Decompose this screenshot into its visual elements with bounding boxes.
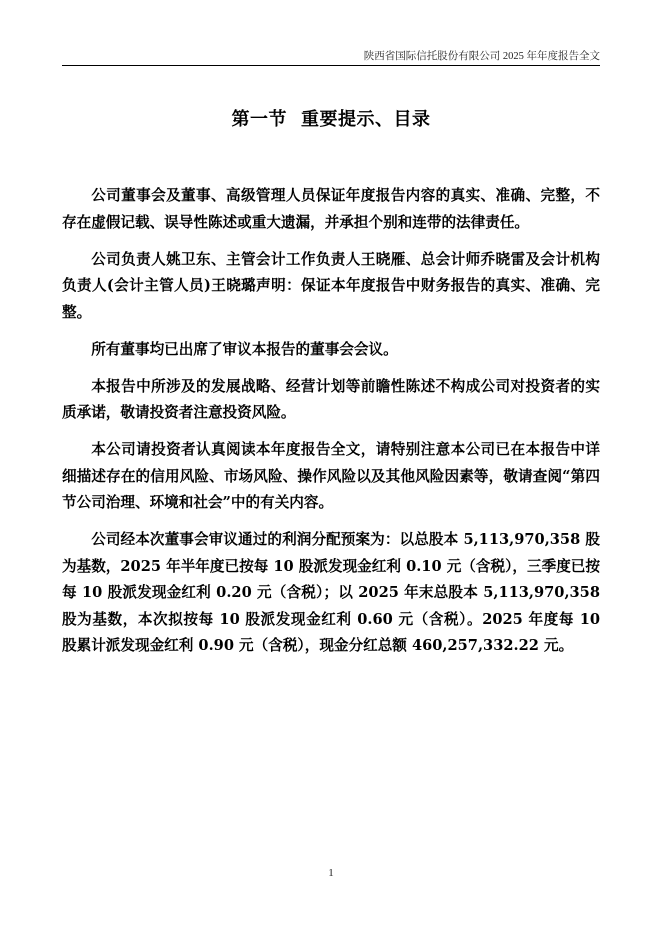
paragraph-officer-statement: 公司负责人姚卫东、主管会计工作负责人王晓雁、总会计师乔晓雷及会计机构负责人(会计主管人员)王晓璐声明：保证本年度报告中财务报告的真实、准确、完整。	[62, 250, 600, 321]
page-number: 1	[328, 867, 334, 879]
section-title	[0, 108, 662, 132]
paragraph-forward-looking: 本报告中所涉及的发展战略、经营计划等前瞻性陈述不构成公司对投资者的实质承诺，敬请投资者注意投资风险。	[62, 377, 600, 421]
paragraph-profit-distribution: 公司经本次董事会审议通过的利润分配预案为：以总股本 5,113,970,358 股为基数，2025 年半年度已按每 10 股派发现金红利 0.10 元（含税），三季度已按每 10 股派发现金红利 0.20 元（含税）；以 2025 年末总股本 5,113,970,358 股为基数，本次拟按每 10 股派发现金红利 0.60 元（含税）。2025 年度每 10 股累计派发现金红利 0.90 元（含税），现金分红总额 460,257,332.22 元。	[62, 531, 600, 654]
running-header	[62, 50, 600, 64]
notice-body	[62, 183, 600, 670]
paragraph-risk-notice: 本公司请投资者认真阅读本年度报告全文，请特别注意本公司已在本报告中详细描述存在的信用风险、市场风险、操作风险以及其他风险因素等，敬请查阅“第四节公司治理、环境和社会”中的有关内容。	[62, 441, 600, 511]
header-divider	[62, 65, 600, 66]
running-header-title: 陕西省国际信托股份有限公司 2025 年年度报告全文	[363, 51, 600, 62]
paragraph-board-attendance: 所有董事均已出席了审议本报告的董事会会议。	[91, 340, 398, 358]
section-heading: 重要提示、目录	[301, 109, 431, 130]
section-number: 第一节	[231, 109, 287, 130]
paragraph-board-guarantee: 公司董事会及董事、高级管理人员保证年度报告内容的真实、准确、完整，不存在虚假记载、误导性陈述或重大遗漏，并承担个别和连带的法律责任。	[62, 187, 600, 231]
